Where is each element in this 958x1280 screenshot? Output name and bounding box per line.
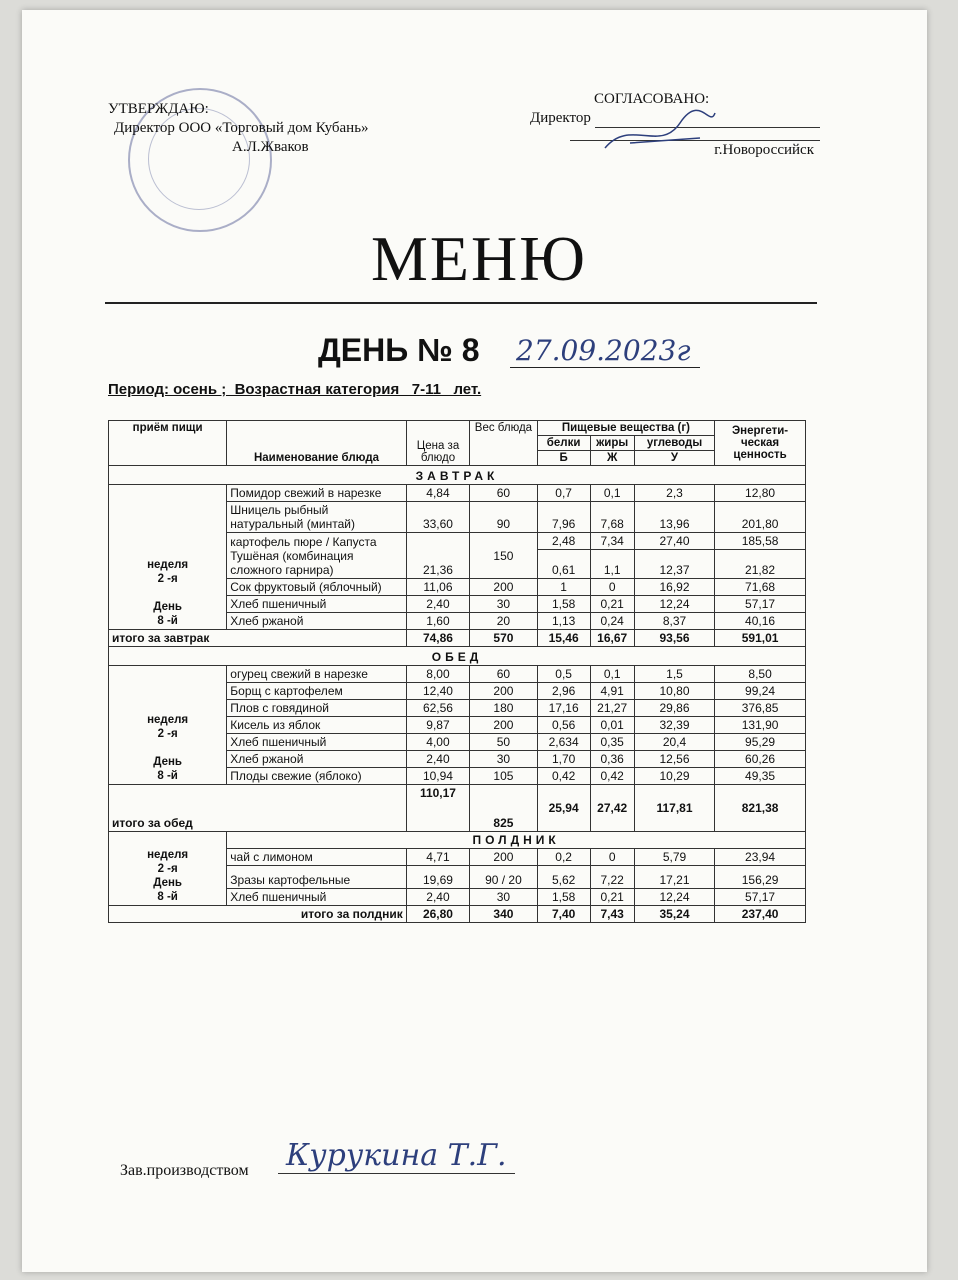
header-carbs: углеводы <box>634 436 714 451</box>
snack-week-day: неделя 2 -я День 8 -й <box>109 832 227 906</box>
day-date: 27.09.2023г <box>510 334 700 368</box>
footer-signature: Курукина Т.Г. <box>278 1138 515 1174</box>
header-nutrients: Пищевые вещества (г) <box>537 421 714 436</box>
table-row: Борщ с картофелем 12,40 200 2,96 4,91 10,80 99,24 <box>109 683 806 700</box>
period-line: Период: осень ; Возрастная категория 7-11 лет. <box>108 381 482 398</box>
table-row: 0,61 1,1 12,37 21,82 <box>109 550 806 579</box>
header-protein: белки <box>537 436 590 451</box>
table-row: Хлеб ржаной 1,60 20 1,13 0,24 8,37 40,16 <box>109 613 806 630</box>
table-row: картофель пюре / Капуста Тушёная (комбинация сложного гарнира) 21,36 150 2,48 7,34 27,40 185,58 <box>109 533 806 550</box>
approve-name: А.Л.Жваков <box>232 139 309 155</box>
header-fat: жиры <box>590 436 634 451</box>
table-row: чай с лимоном 4,71 200 0,2 0 5,79 23,94 <box>109 849 806 866</box>
table-row: Сок фруктовый (яблочный) 11,06 200 1 0 16,92 71,68 <box>109 579 806 596</box>
agree-city: г.Новороссийск <box>714 142 814 158</box>
table-row: Кисель из яблок 9,87 200 0,56 0,01 32,39 131,90 <box>109 717 806 734</box>
table-row: Хлеб пшеничный 4,00 50 2,634 0,35 20,4 95,29 <box>109 734 806 751</box>
snack-total-energy: 237,40 <box>715 906 806 923</box>
page-title: МЕНЮ <box>371 223 587 294</box>
menu-table <box>108 420 806 923</box>
header-p: Б <box>537 451 590 466</box>
title-divider <box>105 302 817 304</box>
table-row: Зразы картофельные 19,69 90 / 20 5,62 7,22 17,21 156,29 <box>109 866 806 889</box>
table-row: неделя 2 -я День 8 -й огурец свежий в нарезке 8,00 60 0,5 0,1 1,5 8,50 <box>109 666 806 683</box>
header-meal: приём пищи <box>109 421 227 466</box>
lunch-week-day: неделя 2 -я День 8 -й <box>109 666 227 785</box>
header-c: У <box>634 451 714 466</box>
approve-position: Директор ООО «Торговый дом Кубань» <box>114 120 369 136</box>
table-row: неделя 2 -я День 8 -й Помидор свежий в нарезке 4,84 60 0,7 0,1 2,3 12,80 <box>109 485 806 502</box>
agree-title: СОГЛАСОВАНО: <box>594 91 710 107</box>
table-row: Хлеб пшеничный 2,40 30 1,58 0,21 12,24 57,17 <box>109 596 806 613</box>
approve-title: УТВЕРЖДАЮ: <box>108 101 209 117</box>
header-energy: Энергети- ческая ценность <box>715 421 806 466</box>
header-weight: Вес блюда <box>470 421 538 466</box>
day-label: ДЕНЬ № 8 <box>318 332 480 368</box>
section-snack: ПОЛДНИК <box>227 832 806 849</box>
total-row-breakfast: итого за завтрак 74,86 570 15,46 16,67 93,56 591,01 <box>109 630 806 647</box>
table-row: Плоды свежие (яблоко) 10,94 105 0,42 0,42 10,29 49,35 <box>109 768 806 785</box>
table-row: Шницель рыбный натуральный (минтай) 33,60 90 7,96 7,68 13,96 201,80 <box>109 502 806 533</box>
total-row-snack: итого за полдник 26,80 340 7,40 7,43 35,24 237,40 <box>109 906 806 923</box>
header-dish: Наименование блюда <box>227 421 407 466</box>
section-lunch: ОБЕД <box>109 647 806 666</box>
table-row: Хлеб пшеничный 2,40 30 1,58 0,21 12,24 57,17 <box>109 889 806 906</box>
approval-block <box>108 100 369 157</box>
table-row: Плов с говядиной 62,56 180 17,16 21,27 29,86 376,85 <box>109 700 806 717</box>
header-f: Ж <box>590 451 634 466</box>
section-breakfast: ЗАВТРАК <box>109 466 806 485</box>
table-row: Хлеб ржаной 2,40 30 1,70 0,36 12,56 60,26 <box>109 751 806 768</box>
footer-label: Зав.производством <box>120 1162 249 1179</box>
breakfast-week-day: неделя 2 -я День 8 -й <box>109 485 227 630</box>
director-signature-scribble <box>600 108 720 158</box>
total-row-lunch: итого за обед 110,17 825 25,94 27,42 117,81 821,38 <box>109 785 806 832</box>
header-price: Цена за блюдо <box>406 421 469 466</box>
agree-position: Директор <box>530 110 591 126</box>
